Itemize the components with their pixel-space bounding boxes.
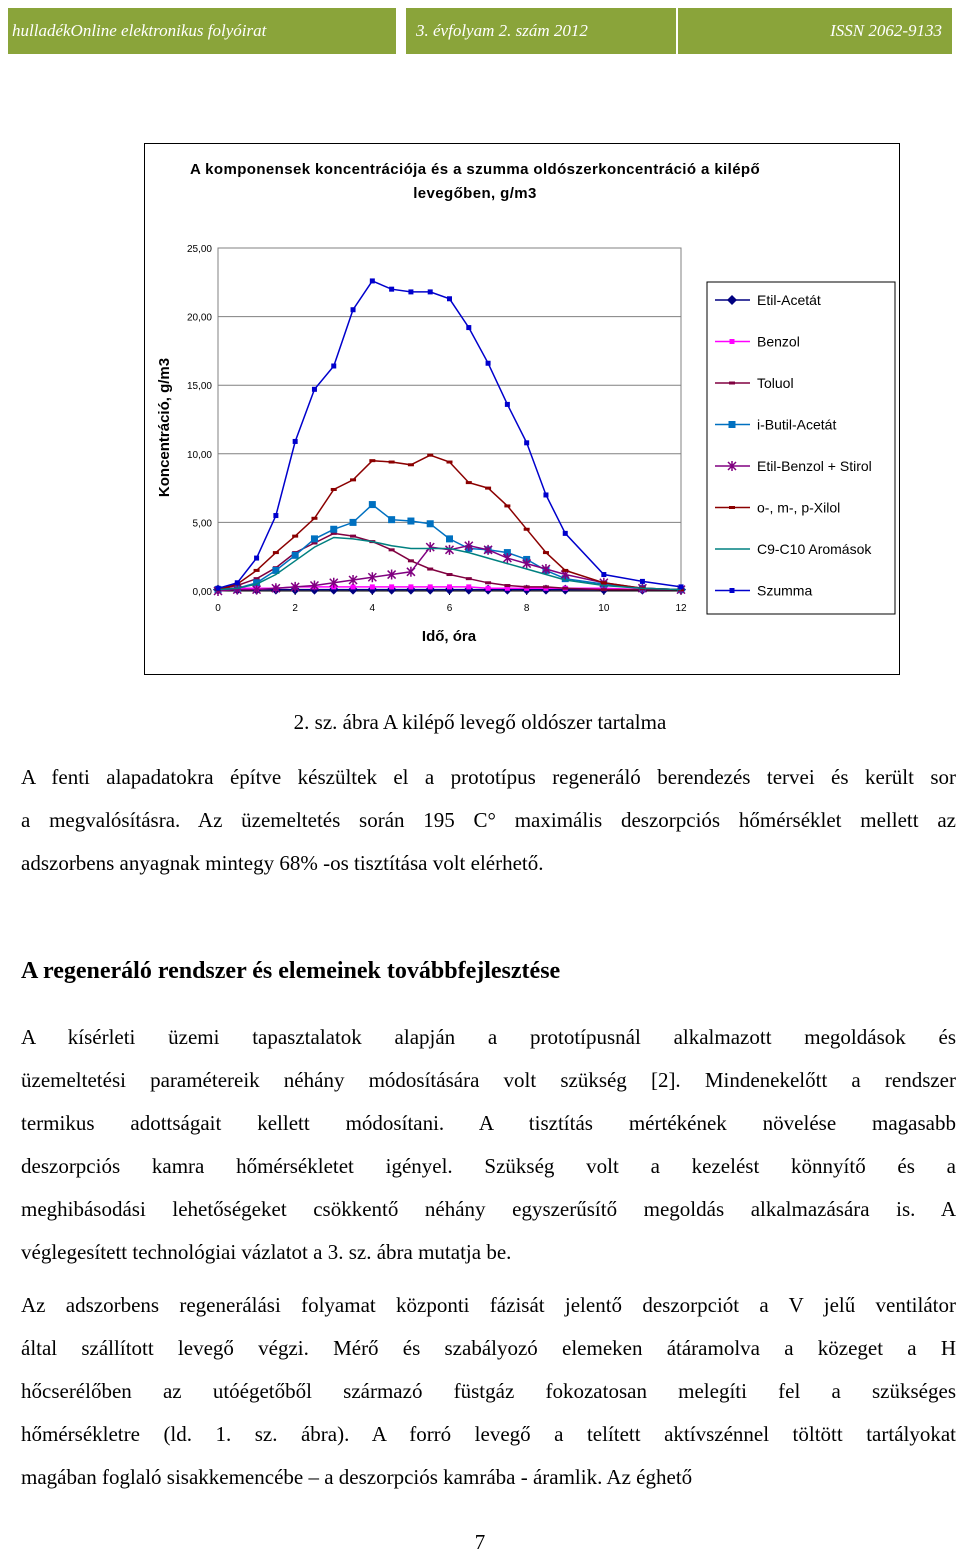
legend-marker (729, 382, 735, 385)
chart-frame (144, 143, 900, 675)
data-point-1 (389, 584, 394, 589)
section-heading: A regeneráló rendszer és elemeinek továbbfejlesztése (21, 958, 561, 984)
data-point-5 (292, 535, 298, 538)
data-point-5 (408, 463, 414, 466)
data-point-1 (370, 584, 375, 589)
data-point-2 (601, 588, 607, 591)
data-point-5 (485, 487, 491, 490)
paragraph-3-line: hőmérsékletre (ld. 1. sz. ábra). A forró levegő a telített aktívszénnel töltött tartályokat (21, 1422, 956, 1446)
data-point-3 (292, 552, 299, 559)
data-point-3 (369, 501, 376, 508)
data-point-7 (466, 325, 471, 330)
paragraph-1-line: a megvalósításra. Az üzemeltetés során 195 C° maximális deszorpciós hőmérséklet mellett az (21, 808, 956, 832)
legend-marker (730, 339, 735, 344)
data-point-1 (486, 586, 491, 591)
data-point-7 (216, 586, 221, 591)
data-point-7 (273, 513, 278, 518)
chart-title-line: A komponensek koncentrációja és a szumma oldószerkoncentráció a kilépő (189, 161, 761, 178)
data-point-2 (562, 587, 568, 590)
figure-caption: 2. sz. ábra A kilépő levegő oldószer tartalma (293, 710, 667, 734)
data-point-5 (254, 569, 260, 572)
x-tick-label: 10 (598, 603, 610, 614)
y-axis-label: Koncentráció, g/m3 (156, 357, 173, 498)
y-tick-label: 5,00 (192, 518, 212, 530)
data-point-7 (524, 440, 529, 445)
chart-title-line: levegőben, g/m3 (413, 185, 537, 202)
data-point-2 (504, 584, 510, 587)
data-point-5 (601, 581, 607, 584)
data-point-5 (466, 481, 472, 484)
data-point-7 (679, 584, 684, 589)
data-point-5 (273, 551, 279, 554)
data-point-7 (447, 296, 452, 301)
x-tick-label: 2 (292, 603, 298, 614)
paragraph-3 (21, 1284, 956, 1499)
legend-entry: i-Butil-Acetát (757, 416, 837, 433)
data-point-7 (601, 572, 606, 577)
data-point-2 (350, 535, 356, 538)
data-point-7 (563, 531, 568, 536)
paragraph-1-line: adszorbens anyagnak mintegy 68% -os tisztítása volt elérhető. (21, 851, 544, 875)
legend-entry: Szumma (757, 582, 813, 599)
data-point-5 (389, 461, 395, 464)
legend-marker (729, 506, 735, 509)
y-tick-label: 15,00 (186, 381, 212, 393)
data-point-7 (389, 287, 394, 292)
data-point-3 (407, 518, 414, 525)
legend-entry: o-, m-, p-Xilol (757, 499, 841, 516)
data-point-5 (427, 454, 433, 457)
data-point-1 (408, 584, 413, 589)
data-point-3 (311, 535, 318, 542)
legend-entry: Toluol (757, 375, 794, 391)
legend-entry: C9-C10 Aromások (757, 541, 872, 557)
paragraph-2-line: deszorpciós kamra hőmérsékletet igényel. Szükség volt a kezelést könnyítő és a (21, 1154, 956, 1178)
y-tick-label: 0,00 (192, 587, 212, 598)
paragraph-3-line: Az adszorbens regenerálási folyamat központi fázisát jelentő deszorpciót a V jelű ventilátor (21, 1293, 956, 1317)
data-point-7 (428, 289, 433, 294)
data-point-5 (562, 569, 568, 572)
legend-box (707, 282, 895, 614)
paragraph-2-line: üzemeltetési paramétereik néhány módosítására volt szükség [2]. Mindenekelőtt a rendszer (21, 1068, 956, 1092)
data-point-7 (408, 289, 413, 294)
data-point-2 (466, 577, 472, 580)
paragraph-3-line: által szállított levegő végzi. Mérő és szabályozó elemeken átáramolva a közeget a H (21, 1336, 956, 1360)
data-point-2 (447, 573, 453, 576)
data-point-5 (369, 459, 375, 462)
data-point-5 (543, 551, 549, 554)
paragraph-2 (21, 1016, 956, 1274)
data-point-7 (486, 361, 491, 366)
paragraph-2-line: A kísérleti üzemi tapasztalatok alapján a prototípusnál alkalmazott megoldások és (21, 1025, 956, 1049)
data-point-5 (504, 504, 510, 507)
data-point-1 (351, 584, 356, 589)
y-tick-label: 20,00 (186, 312, 212, 324)
legend-marker (730, 588, 735, 593)
data-point-5 (350, 478, 356, 481)
data-point-5 (524, 528, 530, 531)
data-point-3 (388, 516, 395, 523)
data-point-2 (524, 585, 530, 588)
data-point-7 (640, 579, 645, 584)
data-point-7 (293, 439, 298, 444)
legend-entry: Benzol (757, 333, 800, 350)
y-tick-label: 10,00 (186, 449, 212, 461)
data-point-3 (330, 526, 337, 533)
data-point-2 (389, 548, 395, 551)
y-tick-label: 25,00 (186, 244, 212, 255)
legend-entry: Etil-Benzol + Stirol (757, 458, 872, 474)
data-point-2 (485, 581, 491, 584)
page-number: 7 (474, 1530, 486, 1554)
data-point-2 (408, 559, 414, 562)
x-tick-label: 4 (369, 603, 376, 614)
data-point-7 (505, 402, 510, 407)
concentration-chart (145, 144, 901, 676)
x-tick-label: 0 (215, 603, 221, 614)
x-axis-label: Idő, óra (421, 628, 477, 645)
paragraph-3-line: hőcserélőben az utóégetőből származó füstgáz fokozatosan melegíti fel a szükséges (21, 1379, 956, 1403)
data-point-7 (351, 307, 356, 312)
data-point-7 (543, 492, 548, 497)
paragraph-2-line: meghibásodási lehetőségeket csökkentő néhány egyszerűsítő megoldás alkalmazására is. A (21, 1197, 956, 1221)
paragraph-1 (21, 756, 956, 885)
data-point-3 (427, 520, 434, 527)
data-point-7 (370, 278, 375, 283)
data-point-7 (254, 556, 259, 561)
paragraph-2-line: termikus adottságait kellett módosítani. A tisztítás mértékének növelése magasabb (21, 1111, 956, 1135)
legend-marker (729, 421, 736, 428)
data-point-5 (311, 517, 317, 520)
data-point-7 (235, 580, 240, 585)
journal-name: hulladékOnline elektronikus folyóirat (8, 8, 396, 54)
data-point-7 (312, 387, 317, 392)
data-point-5 (331, 488, 337, 491)
x-tick-label: 6 (446, 603, 453, 614)
paragraph-1-line: A fenti alapadatokra építve készültek el a prototípus regeneráló berendezés tervei és került sor (21, 765, 956, 789)
data-point-1 (447, 584, 452, 589)
paragraph-2-line: véglegesített technológiai vázlatot a 3. sz. ábra mutatja be. (21, 1240, 512, 1264)
data-point-5 (447, 461, 453, 464)
paragraph-3-line: magában foglaló sisakkemencébe – a deszorpciós kamrába - áramlik. Az éghető (21, 1465, 693, 1489)
data-point-7 (331, 363, 336, 368)
journal-issue: 3. évfolyam 2. szám 2012 (406, 8, 676, 54)
data-point-2 (427, 568, 433, 571)
data-point-3 (350, 519, 357, 526)
data-point-4 (503, 553, 511, 563)
data-point-3 (446, 535, 453, 542)
journal-header (8, 8, 952, 54)
x-tick-label: 8 (523, 603, 530, 614)
data-point-2 (543, 585, 549, 588)
data-point-1 (428, 584, 433, 589)
data-point-1 (466, 584, 471, 589)
journal-issn: ISSN 2062-9133 (678, 8, 952, 54)
x-tick-label: 12 (675, 603, 687, 614)
legend-entry: Etil-Acetát (757, 292, 821, 308)
